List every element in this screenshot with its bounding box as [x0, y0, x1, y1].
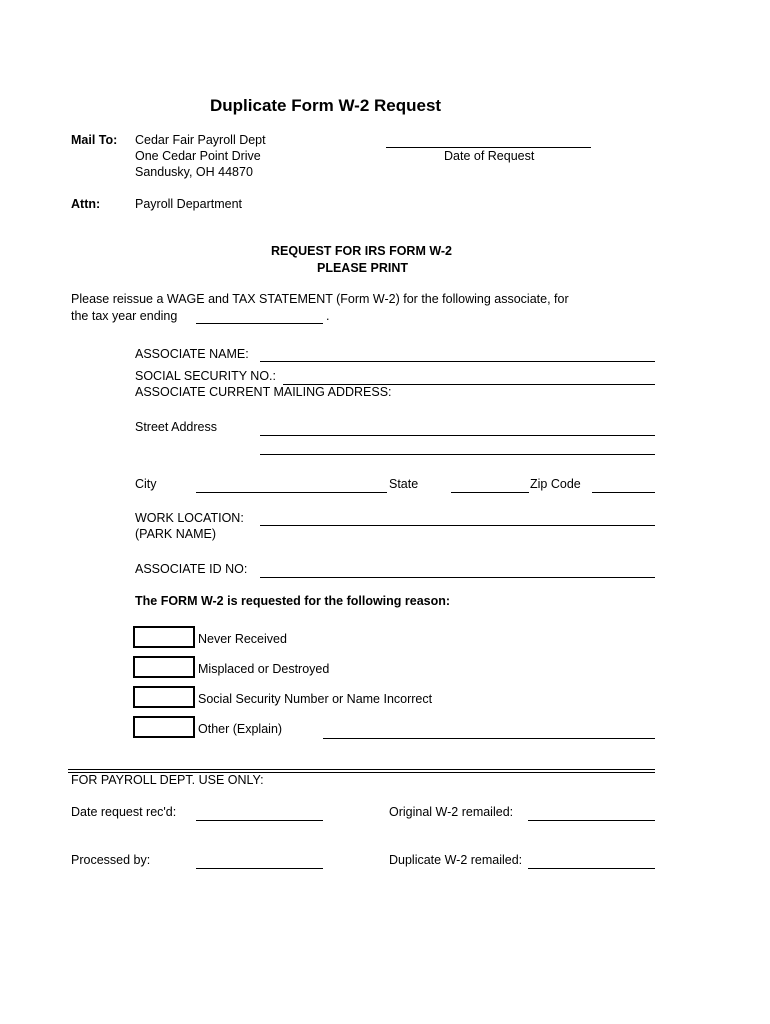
reason-ssn-incorrect: Social Security Number or Name Incorrect [198, 692, 433, 706]
associate-name-field[interactable] [260, 361, 655, 362]
attn-value: Payroll Department [135, 197, 242, 211]
other-explain-checkbox[interactable] [133, 716, 195, 738]
processed-by-label: Processed by: [71, 853, 151, 867]
associate-name-label: ASSOCIATE NAME: [135, 347, 249, 361]
zip-label: Zip Code [530, 477, 581, 491]
street-address-label: Street Address [135, 420, 217, 434]
duplicate-remailed-label: Duplicate W-2 remailed: [389, 853, 523, 867]
mail-to-line-1: Cedar Fair Payroll Dept [135, 133, 266, 147]
mail-to-line-3: Sandusky, OH 44870 [135, 165, 253, 179]
reason-other: Other (Explain) [198, 722, 283, 736]
city-label: City [135, 477, 157, 491]
city-field[interactable] [196, 492, 387, 493]
ssn-label: SOCIAL SECURITY NO.: [135, 369, 277, 383]
intro-line-2: the tax year ending [71, 309, 178, 323]
never-received-checkbox[interactable] [133, 626, 195, 648]
associate-id-label: ASSOCIATE ID NO: [135, 562, 248, 576]
work-location-label: WORK LOCATION: [135, 511, 244, 525]
processed-by-field[interactable] [196, 868, 323, 869]
original-remailed-field[interactable] [528, 820, 655, 821]
date-received-label: Date request rec'd: [71, 805, 177, 819]
payroll-heading: FOR PAYROLL DEPT. USE ONLY: [71, 773, 264, 787]
reason-never-received: Never Received [198, 632, 287, 646]
zip-field[interactable] [592, 492, 655, 493]
attn-label: Attn: [71, 197, 101, 211]
payroll-divider-top [68, 769, 655, 770]
other-explain-field[interactable] [323, 738, 655, 739]
mail-to-label: Mail To: [71, 133, 118, 147]
request-heading: REQUEST FOR IRS FORM W-2 [271, 244, 452, 258]
street-address-field-1[interactable] [260, 435, 655, 436]
misplaced-destroyed-checkbox[interactable] [133, 656, 195, 678]
intro-line-1: Please reissue a WAGE and TAX STATEMENT (Form W-2) for the following associate, for [71, 292, 569, 306]
mail-to-line-2: One Cedar Point Drive [135, 149, 261, 163]
mailing-address-label: ASSOCIATE CURRENT MAILING ADDRESS: [135, 385, 392, 399]
associate-id-field[interactable] [260, 577, 655, 578]
ssn-name-incorrect-checkbox[interactable] [133, 686, 195, 708]
date-received-field[interactable] [196, 820, 323, 821]
tax-year-field[interactable] [196, 323, 323, 324]
original-remailed-label: Original W-2 remailed: [389, 805, 514, 819]
state-label: State [389, 477, 419, 491]
street-address-field-2[interactable] [260, 454, 655, 455]
reason-misplaced: Misplaced or Destroyed [198, 662, 330, 676]
duplicate-remailed-field[interactable] [528, 868, 655, 869]
reason-heading: The FORM W-2 is requested for the following reason: [135, 594, 451, 608]
intro-period: . [326, 309, 330, 323]
date-of-request-field[interactable] [386, 147, 591, 148]
state-field[interactable] [451, 492, 529, 493]
work-location-field[interactable] [260, 525, 655, 526]
page-title: Duplicate Form W-2 Request [210, 96, 442, 115]
date-of-request-label: Date of Request [444, 149, 535, 163]
please-print-heading: PLEASE PRINT [317, 261, 408, 275]
park-name-label: (PARK NAME) [135, 527, 217, 541]
